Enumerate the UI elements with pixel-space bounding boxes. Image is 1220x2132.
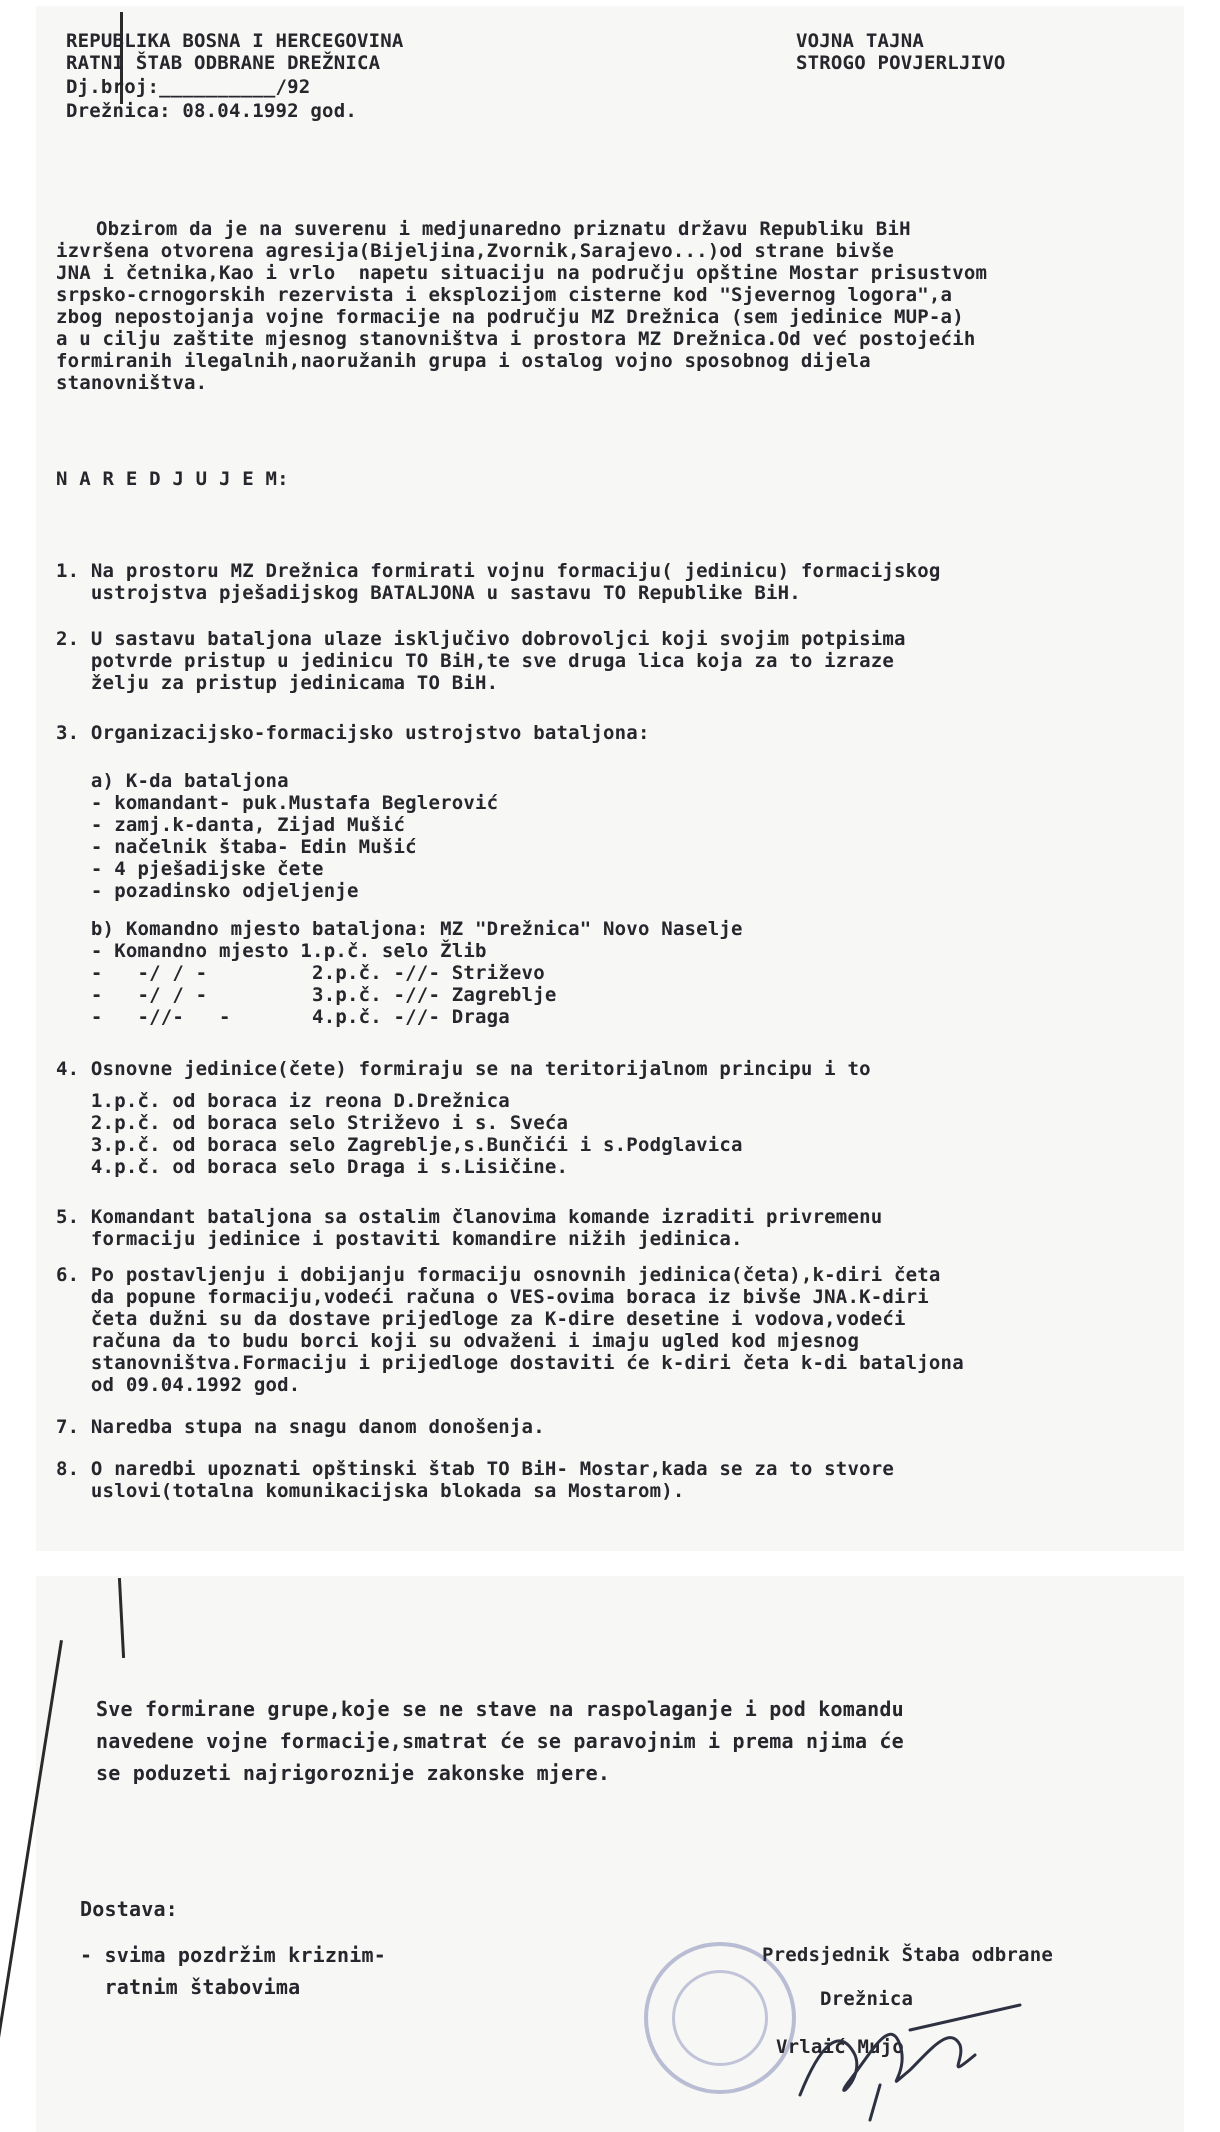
order-item-5: 5. Komandant bataljona sa ostalim članovima komande izraditi privremenu [56,1206,883,1228]
order-item-4: 4.p.č. od boraca selo Draga i s.Lisičine. [56,1156,569,1178]
closing-line: Sve formirane grupe,koje se ne stave na raspolaganje i pod komandu [96,1697,904,1721]
closing-line: navedene vojne formacije,smatrat će se paravojnim i prema njima će [96,1729,904,1753]
order-item-4: 1.p.č. od boraca iz reona D.Drežnica [56,1090,510,1112]
order-item-6: od 09.04.1992 god. [56,1374,301,1396]
header-confidential: STROGO POVJERLJIVO [796,52,1006,74]
order-item-3a: - zamj.k-danta, Zijad Mušić [56,814,406,836]
order-item-7: 7. Naredba stupa na snagu danom donošenja. [56,1416,545,1438]
intro-line: JNA i četnika,Kao i vrlo napetu situaciju na području opštine Mostar prisustvom [56,262,988,284]
intro-line: Obzirom da je na suverenu i medjunaredno priznatu državu Republiku BiH [96,218,911,240]
header-republic: REPUBLIKA BOSNA I HERCEGOVINA [66,30,404,52]
delivery-line: - svima pozdržim kriznim- [80,1943,387,1967]
header-classification: VOJNA TAJNA [796,30,925,52]
order-item-6: stanovništva.Formaciju i prijedloge dostaviti će k-diri četa k-di bataljona [56,1352,964,1374]
header-number: Dj.broj:__________/92 [66,76,311,98]
intro-line: stanovništva. [56,372,208,394]
signature-place: Drežnica [820,1988,914,2010]
order-item-3a: - pozadinsko odjeljenje [56,880,359,902]
signature-name: Vrlaić Mujo [776,2036,905,2058]
order-item-3b: - Komandno mjesto 1.p.č. selo Žlib [56,940,487,962]
order-item-3a: - načelnik štaba- Edin Mušić [56,836,417,858]
order-item-1: ustrojstva pješadijskog BATALJONA u sastavu TO Republike BiH. [56,582,801,604]
handwritten-signature [760,1985,1040,2125]
order-item-2: potvrde pristup u jedinicu TO BiH,te sve druga lica koja za to izraze [56,650,895,672]
order-item-3b: - -//- - 4.p.č. -//- Draga [56,1006,510,1028]
header-staff: RATNI ŠTAB ODBRANE DREŽNICA [66,52,381,74]
intro-line: izvršena otvorena agresija(Bijeljina,Zvornik,Sarajevo...)od strane bivše [56,240,895,262]
order-item-4: 2.p.č. od boraca selo Striževo i s. Sveća [56,1112,569,1134]
order-item-6: da popune formaciju,vodeći računa o VES-ovima boraca iz bivše JNA.K-diri [56,1286,929,1308]
order-item-4: 4. Osnovne jedinice(čete) formiraju se na teritorijalnom principu i to [56,1058,871,1080]
closing-line: se poduzeti najrigoroznije zakonske mjere. [96,1761,611,1785]
order-item-3a: - komandant- puk.Mustafa Beglerović [56,792,499,814]
order-item-1: 1. Na prostoru MZ Drežnica formirati vojnu formaciju( jedinicu) formacijskog [56,560,941,582]
delivery-heading: Dostava: [80,1897,178,1921]
order-item-6: računa da to budu borci koji su odvaženi i imaju ugled kod mjesnog [56,1330,860,1352]
delivery-line: ratnim štabovima [80,1975,301,1999]
order-item-6: 6. Po postavljenju i dobijanju formaciju osnovnih jedinica(četa),k-diri četa [56,1264,941,1286]
order-item-3b: - -/ / - 3.p.č. -//- Zagreblje [56,984,557,1006]
order-item-3b: - -/ / - 2.p.č. -//- Striževo [56,962,545,984]
intro-line: a u cilju zaštite mjesnog stanovništva i prostora MZ Drežnica.Od već postojećih [56,328,976,350]
order-item-6: četa dužni su da dostave prijedloge za K-dire desetine i vodova,vodeći [56,1308,906,1330]
order-item-5: formaciju jedinice i postaviti komandire nižih jedinica. [56,1228,743,1250]
intro-line: srpsko-crnogorskih rezervista i eksplozijom cisterne kod "Sjevernog logora",a [56,284,953,306]
official-stamp-inner-ring [672,1970,768,2066]
order-item-3: 3. Organizacijsko-formacijsko ustrojstvo bataljona: [56,722,650,744]
intro-line: zbog nepostojanja vojne formacije na području MZ Drežnica (sem jedinice MUP-a) [56,306,964,328]
order-item-3a: a) K-da bataljona [56,770,289,792]
order-item-3b: b) Komandno mjesto bataljona: MZ "Drežnica" Novo Naselje [56,918,743,940]
order-heading: N A R E D J U J E M: [56,468,289,490]
order-item-4: 3.p.č. od boraca selo Zagreblje,s.Bunčići i s.Podglavica [56,1134,743,1156]
signature-title: Predsjednik Štaba odbrane [762,1944,1053,1966]
order-item-2: 2. U sastavu bataljona ulaze isključivo dobrovoljci koji svojim potpisima [56,628,906,650]
intro-line: formiranih ilegalnih,naoružanih grupa i ostalog vojno sposobnog dijela [56,350,871,372]
order-item-3a: - 4 pješadijske čete [56,858,324,880]
order-item-2: želju za pristup jedinicama TO BiH. [56,672,499,694]
header-date: Drežnica: 08.04.1992 god. [66,100,357,122]
order-item-8: uslovi(totalna komunikacijska blokada sa Mostarom). [56,1480,685,1502]
order-item-8: 8. O naredbi upoznati opštinski štab TO BiH- Mostar,kada se za to stvore [56,1458,895,1480]
